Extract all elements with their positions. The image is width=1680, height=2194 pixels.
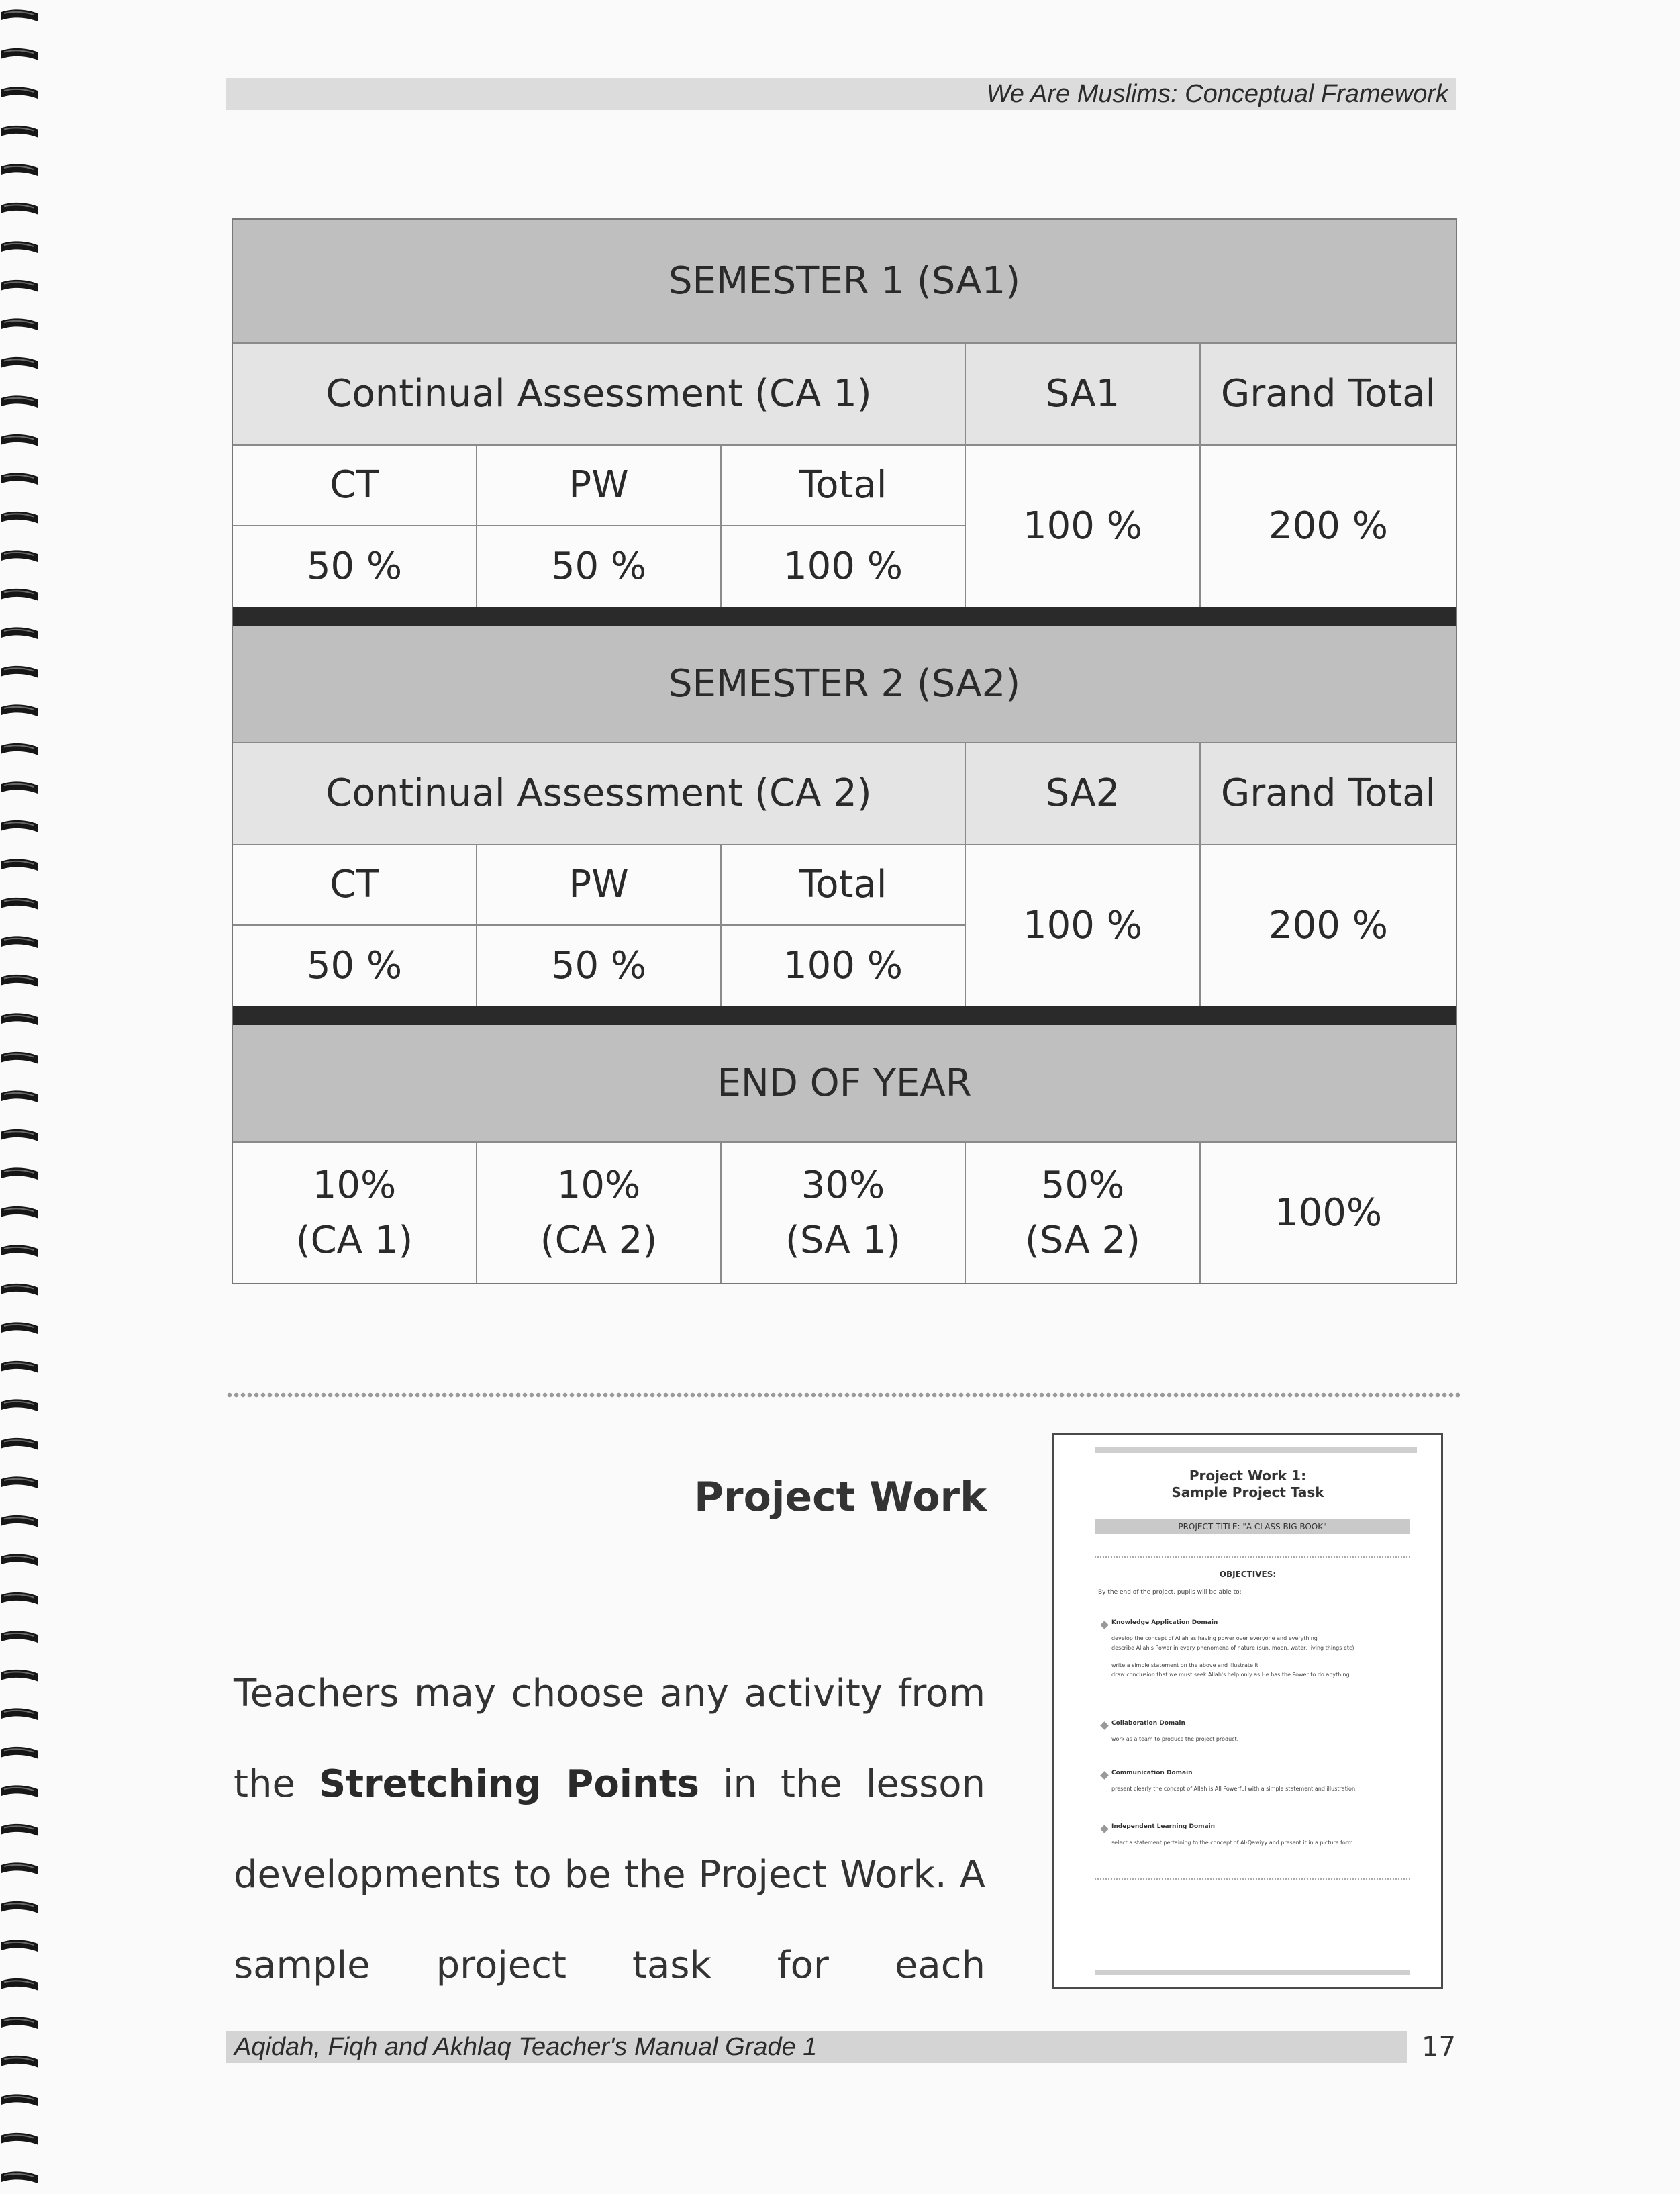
binding-coil [1,473,38,485]
stretching-points-emphasis: Stretching Points [318,1762,699,1806]
thumb-bullet: write a simple statement on the above and illustrate it [1111,1662,1258,1668]
footer-title: Aqidah, Fiqh and Akhlaq Teacher's Manual Grade 1 [234,2033,818,2061]
binding-coil [1,48,38,60]
end-of-year-cell-sa1 [722,1143,966,1283]
end-of-year-total: 100% [1201,1143,1456,1283]
assessment-table [232,218,1457,1284]
binding-coil [1,1206,38,1219]
binding-coil [1,1708,38,1720]
semester2-pw-value: 50 % [477,926,722,1006]
binding-coil [1,1476,38,1488]
binding-coil [1,1978,38,1991]
binding-coil [1,589,38,601]
sample-project-thumbnail [1052,1433,1443,1989]
binding-coil [1,1438,38,1450]
semester1-grand-header: Grand Total [1201,344,1456,446]
header-title: We Are Muslims: Conceptual Framework [986,80,1448,108]
table-divider [233,1006,1456,1025]
thumb-title-line1: Project Work 1: [1189,1468,1307,1484]
binding-coil [1,704,38,716]
semester2-sa-value: 100 % [966,845,1201,1006]
semester2-total-header: Total [722,845,966,926]
thumb-intro: By the end of the project, pupils will be able to: [1098,1589,1242,1596]
thumb-bullet: work as a team to produce the project product. [1111,1736,1239,1742]
binding-coil [1,1554,38,1566]
binding-coil [1,666,38,678]
binding-coil [1,9,38,21]
binding-coil [1,2056,38,2068]
diamond-bullet-icon [1100,1721,1109,1730]
semester2-grand-header: Grand Total [1201,743,1456,845]
binding-coil [1,1940,38,1952]
semester1-ct-header: CT [233,446,477,526]
binding-coil [1,627,38,639]
thumb-bullet: describe Allah's Power in every phenomena of nature (sun, moon, water, living things etc) [1111,1645,1354,1651]
thumb-title-line2: Sample Project Task [1171,1484,1324,1500]
para-text: in the lesson developments to be the Project Work. A sample project task for each [234,1762,985,1987]
page-number: 17 [1422,2032,1456,2062]
semester1-pw-header: PW [477,446,722,526]
thumb-dotted-line [1095,1878,1410,1880]
semester1-grand-value: 200 % [1201,446,1456,607]
semester2-grand-value: 200 % [1201,845,1456,1006]
binding-coil [1,1322,38,1334]
para-text: Teachers may choose any activity from the [234,1672,985,1806]
binding-coil [1,126,38,138]
weight-percent: 10% [556,1163,641,1208]
binding-coil [1,318,38,330]
binding-coil [1,434,38,446]
semester1-pw-value: 50 % [477,526,722,607]
binding-coil [1,743,38,755]
binding-coil [1,1090,38,1102]
binding-coil [1,1052,38,1064]
thumb-bullet: draw conclusion that we must seek Allah's help only as He has the Power to do anything. [1111,1672,1352,1678]
semester2-ct-header: CT [233,845,477,926]
semester2-total-value: 100 % [722,926,966,1006]
binding-coil [1,1592,38,1605]
weight-percent: 10% [312,1163,397,1208]
binding-coil [1,1167,38,1180]
thumb-objectives: OBJECTIVES: [1219,1570,1277,1579]
binding-coil [1,2017,38,2029]
semester1-total-value: 100 % [722,526,966,607]
table-divider [233,607,1456,626]
semester1-sa-value: 100 % [966,446,1201,607]
thumb-header-bar [1095,1447,1417,1453]
thumb-bullet: select a statement pertaining to the concept of Al-Qawiyy and present it in a picture form. [1111,1840,1355,1846]
binding-coil [1,1361,38,1373]
thumb-bullet: develop the concept of Allah as having power over everyone and everything [1111,1635,1318,1641]
semester1-ca-header: Continual Assessment (CA 1) [233,344,966,446]
binding-coil [1,898,38,910]
thumb-title [1054,1468,1441,1501]
binding-coil [1,1824,38,1836]
end-of-year-cell-ca2 [477,1143,722,1283]
thumb-project-title: PROJECT TITLE: "A CLASS BIG BOOK" [1095,1519,1410,1534]
end-of-year-cell-sa2 [966,1143,1201,1283]
binding-coil [1,87,38,99]
semester1-sa-header: SA1 [966,344,1201,446]
binding-coil [1,1129,38,1141]
thumb-dotted-line [1095,1556,1410,1558]
weight-label: (CA 1) [295,1218,413,1262]
diamond-bullet-icon [1100,1825,1109,1833]
binding-coil [1,512,38,524]
weight-percent: 50% [1040,1163,1125,1208]
dotted-separator [226,1391,1460,1399]
semester2-title: SEMESTER 2 (SA2) [233,626,1456,743]
binding-coil [1,1862,38,1874]
weight-label: (SA 2) [1024,1218,1141,1262]
footer-bar [226,2031,1407,2063]
binding-coil [1,820,38,832]
semester1-ct-value: 50 % [233,526,477,607]
binding-coil [1,1785,38,1797]
weight-label: (SA 1) [785,1218,901,1262]
binding-coil [1,1013,38,1025]
header-bar [226,78,1456,110]
binding-coil [1,280,38,292]
thumb-domain: Collaboration Domain [1111,1720,1185,1727]
thumb-bullet: present clearly the concept of Allah is All Powerful with a simple statement and illustration. [1111,1786,1357,1792]
end-of-year-cell-ca1 [233,1143,477,1283]
thumb-domain: Communication Domain [1111,1770,1193,1776]
project-work-title: Project Work [694,1474,987,1521]
thumb-footer-bar [1095,1970,1410,1975]
binding-coil [1,1901,38,1913]
spiral-binding [0,0,47,2194]
binding-coil [1,1631,38,1643]
binding-coil [1,781,38,794]
binding-coil [1,975,38,987]
diamond-bullet-icon [1100,1771,1109,1780]
binding-coil [1,241,38,253]
binding-coil [1,2171,38,2183]
binding-coil [1,1245,38,1257]
binding-coil [1,2133,38,2145]
diamond-bullet-icon [1100,1621,1109,1629]
binding-coil [1,164,38,176]
binding-coil [1,203,38,215]
end-of-year-title: END OF YEAR [233,1025,1456,1143]
semester1-title: SEMESTER 1 (SA1) [233,220,1456,344]
thumb-domain: Knowledge Application Domain [1111,1619,1218,1626]
semester2-ct-value: 50 % [233,926,477,1006]
thumb-domain: Independent Learning Domain [1111,1823,1216,1830]
project-work-paragraph [234,1648,985,2011]
binding-coil [1,2094,38,2106]
binding-coil [1,1284,38,1296]
semester2-pw-header: PW [477,845,722,926]
binding-coil [1,395,38,408]
semester1-total-header: Total [722,446,966,526]
binding-coil [1,1399,38,1411]
binding-coil [1,1747,38,1759]
binding-coil [1,859,38,871]
binding-coil [1,550,38,562]
weight-label: (CA 2) [540,1218,658,1262]
binding-coil [1,936,38,948]
binding-coil [1,1515,38,1527]
weight-percent: 30% [801,1163,885,1208]
semester2-sa-header: SA2 [966,743,1201,845]
semester2-ca-header: Continual Assessment (CA 2) [233,743,966,845]
binding-coil [1,1670,38,1682]
binding-coil [1,357,38,369]
